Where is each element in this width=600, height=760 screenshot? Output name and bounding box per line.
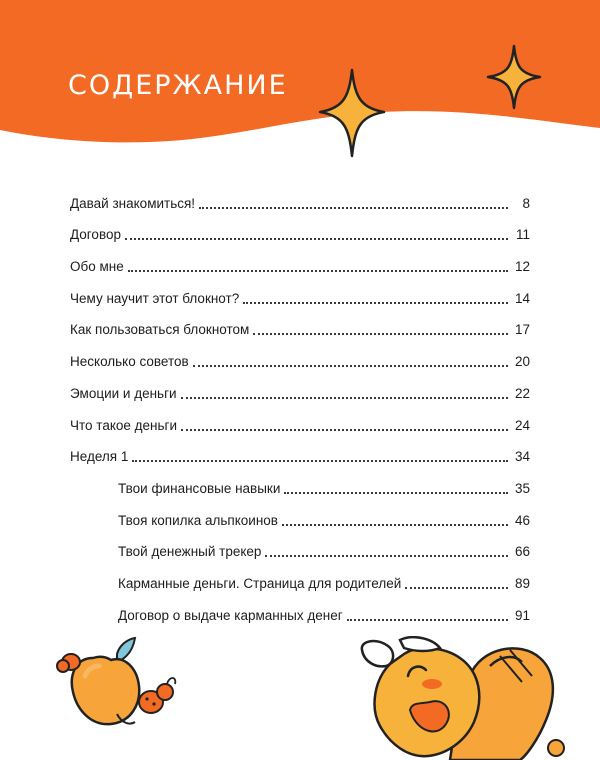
toc-entry-label: Несколько советов xyxy=(70,354,189,370)
dot-leader xyxy=(125,237,508,240)
toc-entry-label: Договор xyxy=(70,227,121,243)
toc-sub-entry-label: Твой денежный трекер xyxy=(118,544,262,560)
toc-entry-label: Давай знакомиться! xyxy=(70,195,196,211)
toc-sub-entry[interactable] xyxy=(118,592,530,624)
toc-entry-label: Как пользоваться блокнотом xyxy=(70,322,250,338)
dot-leader xyxy=(347,618,508,621)
toc-sub-entry-label: Карманные деньги. Страница для родителей xyxy=(118,575,402,591)
toc-entry-page: 20 xyxy=(514,354,530,370)
toc-entry[interactable] xyxy=(70,307,530,339)
toc-entry-label: Неделя 1 xyxy=(70,449,129,465)
toc-entry[interactable] xyxy=(70,243,530,275)
toc-entry-page: 17 xyxy=(514,322,530,338)
toc-sub-entry[interactable] xyxy=(118,497,530,529)
toc-entry-label: Чему научит этот блокнот? xyxy=(70,290,240,306)
toc-entry-page: 14 xyxy=(514,290,530,306)
toc-entry[interactable] xyxy=(70,434,530,466)
dot-leader xyxy=(265,554,508,557)
table-of-contents xyxy=(70,180,530,624)
toc-entry-label: Эмоции и деньги xyxy=(70,385,177,401)
toc-entry-page: 34 xyxy=(514,449,530,465)
toc-sub-entry-page: 66 xyxy=(514,544,530,560)
sparkle-star-icon xyxy=(318,68,386,158)
toc-entry[interactable] xyxy=(70,212,530,244)
toc-sub-entry-page: 35 xyxy=(514,480,530,496)
apple-character-icon xyxy=(55,636,195,736)
dot-leader xyxy=(253,332,508,335)
dot-leader xyxy=(193,364,508,367)
toc-sub-entry-label: Твоя копилка альпкоинов xyxy=(118,512,278,528)
dot-leader xyxy=(284,491,508,494)
toc-sub-entry-label: Договор о выдаче карманных денег xyxy=(118,607,343,623)
toc-entry-label: Обо мне xyxy=(70,259,124,275)
dot-leader xyxy=(181,428,508,431)
dot-leader xyxy=(199,206,508,209)
toc-sub-entry[interactable] xyxy=(118,529,530,561)
sparkle-star-small-icon xyxy=(486,44,542,110)
dot-leader xyxy=(405,586,508,589)
toc-sub-entry-page: 89 xyxy=(514,575,530,591)
toc-sub-entry-page: 46 xyxy=(514,512,530,528)
toc-entry-page: 12 xyxy=(514,259,530,275)
toc-entry-page: 22 xyxy=(514,385,530,401)
page-title: СОДЕРЖАНИЕ xyxy=(68,70,288,101)
toc-entry-page: 11 xyxy=(515,227,530,243)
dot-leader xyxy=(282,523,508,526)
toc-entry[interactable] xyxy=(70,370,530,402)
toc-entry[interactable] xyxy=(70,180,530,212)
toc-entry-page: 24 xyxy=(514,417,530,433)
toc-entry-label: Что такое деньги xyxy=(70,417,177,433)
toc-entry[interactable] xyxy=(70,338,530,370)
toc-sub-entry-label: Твои финансовые навыки xyxy=(118,480,281,496)
toc-sub-entry[interactable] xyxy=(118,560,530,592)
toc-sub-entry[interactable] xyxy=(118,465,530,497)
toc-entry[interactable] xyxy=(70,275,530,307)
toc-sub-entry-page: 91 xyxy=(514,607,530,623)
dot-leader xyxy=(243,301,508,304)
alpaca-mascot-icon xyxy=(350,636,580,760)
dot-leader xyxy=(132,459,508,462)
toc-entry-page: 8 xyxy=(522,195,530,211)
dot-leader xyxy=(181,396,508,399)
dot-leader xyxy=(128,269,508,272)
toc-entry[interactable] xyxy=(70,402,530,434)
